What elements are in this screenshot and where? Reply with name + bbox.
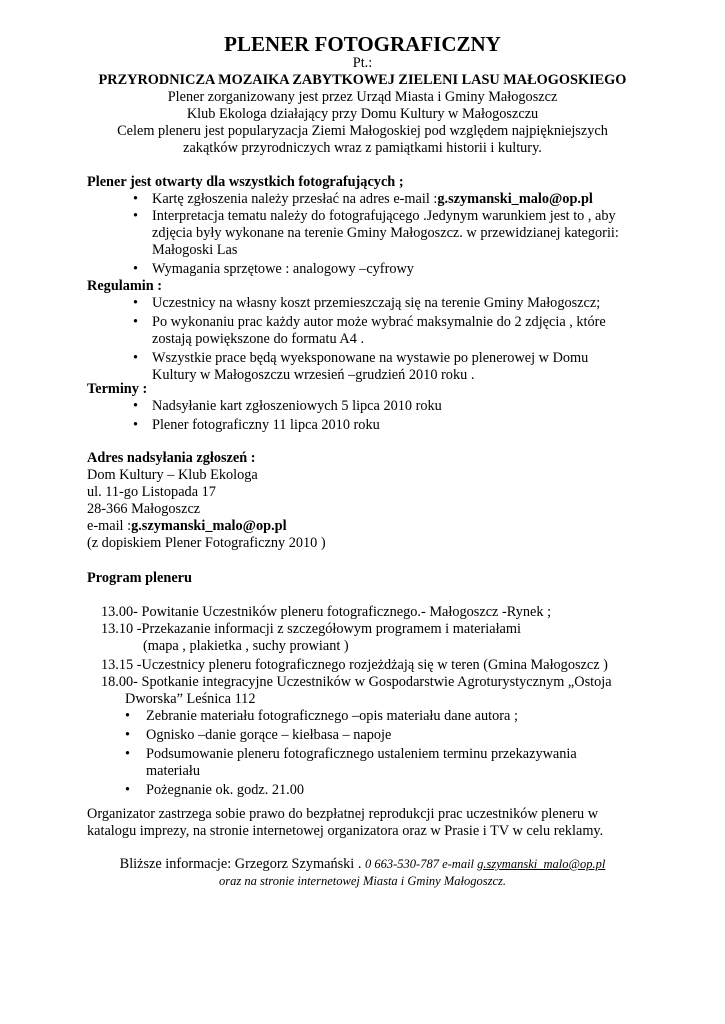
schedule-item-2: 13.10 -Przekazanie informacji z szczegółowym programem i materiałami: [101, 621, 521, 637]
terminy-item-2: Plener fotograficzny 11 lipca 2010 roku: [152, 417, 380, 433]
footer-line-2: oraz na stronie internetowej Miasta i Gminy Małogoszcz.: [218, 874, 507, 888]
address-email-line: [87, 518, 647, 535]
list-item: [101, 708, 621, 725]
open-heading: Plener jest otwarty dla wszystkich fotografujących ;: [87, 174, 404, 190]
footer-contact: [0, 856, 725, 873]
address-heading: Adres nadsyłania zgłoszeń :: [87, 450, 256, 466]
bullet-icon: •: [133, 208, 139, 224]
list-item: [101, 782, 621, 799]
terminy-section: [87, 381, 647, 434]
address-email-label: e-mail :: [87, 518, 132, 534]
organizer-line-2: katalogu imprezy, na stronie internetowej organizatora oraz w Prasie i TV w celu reklamy.: [87, 823, 604, 839]
program-bullet-3-line-1: Podsumowanie pleneru fotograficznego ustaleniem terminu przekazywania: [146, 746, 577, 762]
intro-line-1: Plener zorganizowany jest przez Urząd Miasta i Gminy Małogoszcz: [167, 89, 558, 105]
regulamin-heading: Regulamin :: [87, 278, 163, 294]
schedule-item-4: 18.00- Spotkanie integracyjne Uczestników w Gospodarstwie Agroturystycznym „Ostoja: [101, 674, 612, 690]
list-item: [87, 295, 647, 312]
list-item: [101, 746, 621, 780]
bullet-icon: •: [133, 261, 139, 277]
footer-email[interactable]: g.szymanski_malo@op.pl: [477, 857, 606, 871]
open-item-1-email[interactable]: g.szymanski_malo@op.pl: [437, 191, 593, 207]
regulamin-item-3-line-1: Wszystkie prace będą wyeksponowane na wystawie po plenerowej w Domu: [152, 350, 589, 366]
bullet-icon: •: [125, 708, 131, 724]
schedule-item-1: 13.00- Powitanie Uczestników pleneru fotograficznego.- Małogoszcz -Rynek ;: [101, 604, 552, 620]
open-item-1-text: Kartę zgłoszenia należy przesłać na adres e-mail :: [152, 191, 438, 207]
bullet-icon: •: [133, 295, 139, 311]
list-item: [87, 261, 647, 278]
list-item: [87, 417, 647, 434]
terminy-list: [87, 398, 647, 434]
open-list: [87, 191, 647, 278]
bullet-icon: •: [133, 314, 139, 330]
program-bullet-2: Ognisko –danie gorące – kiełbasa – napoje: [146, 727, 392, 743]
program-bullet-3-line-2: materiału: [146, 763, 200, 779]
open-item-2-line-2: zdjęcia były wykonane na terenie Gminy Małogoszcz. w przewidzianej kategorii:: [152, 225, 619, 241]
program-sublist: [101, 708, 621, 799]
list-item: [87, 398, 647, 415]
footer-email-label: e-mail: [438, 857, 478, 871]
bullet-icon: •: [125, 746, 131, 762]
list-item: [87, 208, 647, 259]
terminy-heading: Terminy :: [87, 381, 148, 397]
regulamin-item-3-line-2: Kultury w Małogoszczu wrzesień –grudzień 2010 roku .: [152, 367, 475, 383]
bullet-icon: •: [133, 350, 139, 366]
regulamin-item-2-line-2: zostają powiększone do formatu A4 .: [152, 331, 365, 347]
address-line-2: ul. 11-go Listopada 17: [87, 484, 216, 500]
address-email[interactable]: g.szymanski_malo@op.pl: [131, 518, 287, 534]
organizer-line-1: Organizator zastrzega sobie prawo do bezpłatnej reprodukcji prac uczestników pleneru w: [87, 806, 599, 822]
program-bullet-1: Zebranie materiału fotograficznego –opis materiału dane autora ;: [146, 708, 518, 724]
list-item: [87, 191, 647, 208]
regulamin-item-2-line-1: Po wykonaniu prac każdy autor może wybrać maksymalnie do 2 zdjęcia , które: [152, 314, 606, 330]
address-note: (z dopiskiem Plener Fotograficzny 2010 ): [87, 535, 326, 551]
regulamin-list: [87, 295, 647, 384]
list-item: [101, 727, 621, 744]
schedule-item-3: 13.15 -Uczestnicy pleneru fotograficznego rozjeżdżają się w teren (Gmina Małogoszcz ): [101, 657, 608, 673]
bullet-icon: •: [125, 727, 131, 743]
list-item: [87, 314, 647, 348]
schedule-item-4-cont: Dworska” Leśnica 112: [125, 691, 256, 707]
address-section: [87, 450, 647, 552]
address-line-3: 28-366 Małogoszcz: [87, 501, 201, 517]
open-item-2-line-3: Małogoski Las: [152, 242, 238, 258]
pt-label: Pt.:: [352, 55, 373, 71]
organizer-note: [87, 806, 667, 840]
open-item-3: Wymagania sprzętowe : analogowy –cyfrowy: [152, 261, 414, 277]
program-heading-bold: Program pleneru: [87, 570, 192, 586]
bullet-icon: •: [133, 398, 139, 414]
intro-line-3: Celem pleneru jest popularyzacja Ziemi Małogoskiej pod względem najpiękniejszych: [117, 123, 608, 139]
open-item-2-line-1: Interpretacja tematu należy do fotografującego .Jedynym warunkiem jest to , aby: [152, 208, 616, 224]
regulamin-section: [87, 278, 647, 384]
bullet-icon: •: [133, 191, 139, 207]
terminy-item-1: Nadsyłanie kart zgłoszeniowych 5 lipca 2010 roku: [152, 398, 442, 414]
footer-phone: 0 663-530-787: [365, 857, 439, 871]
schedule-item-2-cont: (mapa , plakietka , suchy prowiant ): [143, 638, 349, 654]
document-title: PLENER FOTOGRAFICZNY: [224, 32, 501, 56]
address-line-1: Dom Kultury – Klub Ekologa: [87, 467, 258, 483]
intro-line-4: zakątków przyrodniczych wraz z pamiątkami historii i kultury.: [183, 140, 542, 156]
bullet-icon: •: [133, 417, 139, 433]
open-section: [87, 174, 647, 278]
program-bullet-4: Pożegnanie ok. godz. 21.00: [146, 782, 305, 798]
intro-line-2: Klub Ekologa działający przy Domu Kultury w Małogoszczu: [186, 106, 539, 122]
bullet-icon: •: [125, 782, 131, 798]
program-schedule: [101, 604, 621, 799]
document-subtitle: PRZYRODNICZA MOZAIKA ZABYTKOWEJ ZIELENI LASU MAŁOGOSKIEGO: [98, 72, 627, 88]
footer-contact-label: Bliższe informacje: Grzegorz Szymański .: [119, 856, 366, 872]
list-item: [87, 350, 647, 384]
regulamin-item-1: Uczestnicy na własny koszt przemieszczają się na terenie Gminy Małogoszcz;: [152, 295, 601, 311]
